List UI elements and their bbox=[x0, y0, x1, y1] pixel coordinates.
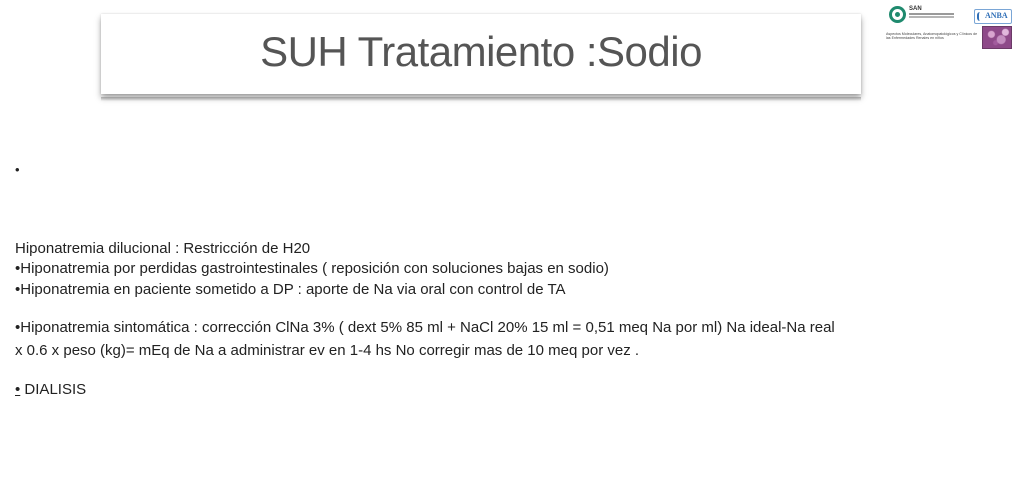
body-line-sintomatica: •Hiponatremia sintomática : corrección ClNa 3% ( dext 5% 85 ml + NaCl 20% 15 ml = 0,51 meq Na por ml) Na ideal-Na real bbox=[15, 319, 835, 336]
san-logo-label: SAN bbox=[909, 6, 922, 12]
body-line-gastrointestinal: •Hiponatremia por perdidas gastrointestinales ( reposición con soluciones bajas en sodio) bbox=[15, 260, 609, 277]
body-line-formula: x 0.6 x peso (kg)= mEq de Na a administrar ev en 1-4 hs No corregir mas de 10 meq por vez . bbox=[15, 342, 640, 359]
title-underline-shadow bbox=[101, 97, 861, 101]
san-logo-icon bbox=[889, 6, 906, 23]
title-box bbox=[101, 14, 861, 94]
anba-logo-icon bbox=[977, 12, 985, 21]
anba-logo-label: ANBA bbox=[985, 11, 1008, 20]
histology-image bbox=[982, 26, 1012, 49]
san-logo bbox=[889, 6, 969, 28]
empty-bullet: • bbox=[15, 162, 20, 177]
body-line-dialisis bbox=[15, 380, 86, 400]
body-line-dilucional: Hiponatremia dilucional : Restricción de H20 bbox=[15, 240, 311, 257]
slide-title: SUH Tratamiento :Sodio bbox=[260, 28, 702, 75]
anba-logo bbox=[974, 9, 1012, 24]
san-logo-subtitle-lines bbox=[909, 13, 954, 15]
logo-caption: Aspectos Moleculares, Anatomopatológicos y Clínicos de las Enfermedades Renales en niños bbox=[886, 32, 978, 40]
body-line-dp: •Hiponatremia en paciente sometido a DP : aporte de Na via oral con control de TA bbox=[15, 281, 566, 298]
header-logos bbox=[884, 4, 1016, 52]
dialisis-bullet: • bbox=[15, 381, 21, 398]
dialisis-label: DIALISIS bbox=[20, 381, 87, 398]
